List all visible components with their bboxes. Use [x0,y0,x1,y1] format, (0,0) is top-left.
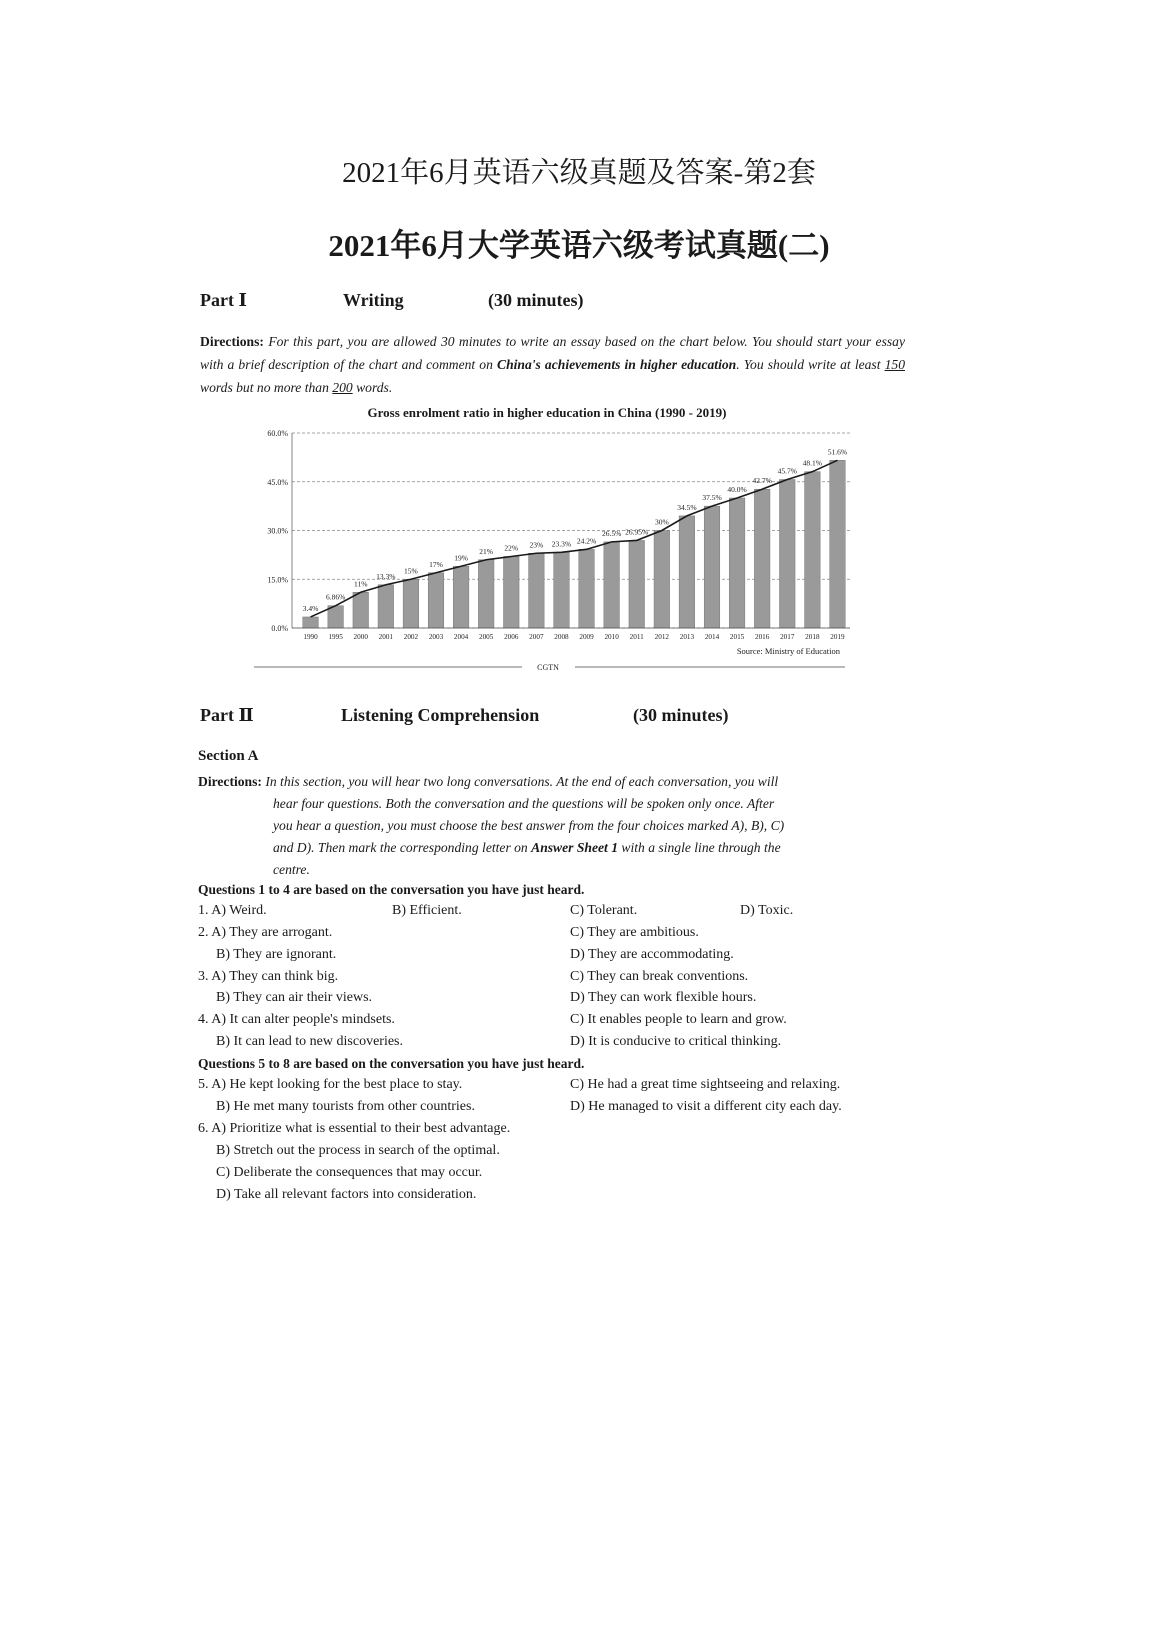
part1-directions [200,330,905,399]
option-d: D) It is conducive to critical thinking. [570,1034,782,1049]
part2-name: Listening Comprehension [341,705,540,725]
option-d: D) They can work flexible hours. [570,990,757,1005]
enrolment-chart [240,400,860,680]
data-label: 13.3% [376,571,396,581]
bar [805,472,821,628]
option-d: D) Toxic. [740,903,794,918]
directions-line: with a single line through the [618,840,781,855]
option-a: 3. A) They can think big. [198,969,339,984]
bar [478,560,494,628]
option-c: C) He had a great time sightseeing and relaxing. [570,1077,841,1092]
data-label: 19% [454,553,468,563]
x-tick-label: 2007 [529,633,544,641]
data-label: 30% [654,517,669,527]
questions-heading: Questions 5 to 8 are based on the conversation you have just heard. [198,1056,585,1071]
bar [453,566,469,628]
chart-title: Gross enrolment ratio in higher education in China (1990 - 2019) [367,405,727,420]
option-b: B) He met many tourists from other countries. [216,1099,475,1114]
option-a: 4. A) It can alter people's mindsets. [198,1012,395,1027]
data-label: 22% [504,543,519,553]
option-b: B) They can air their views. [216,990,373,1005]
part1-name: Writing [343,290,404,310]
bar [554,552,570,628]
option-c: C) It enables people to learn and grow. [570,1012,787,1027]
y-tick-label: 15.0% [267,575,288,585]
x-tick-label: 2011 [629,633,644,641]
directions-line: centre. [273,862,310,877]
section-a-heading: Section A [198,748,259,764]
option-b: B) Stretch out the process in search of the optimal. [216,1143,500,1158]
bar [704,506,720,628]
x-tick-label: 1995 [328,633,343,641]
bar [779,479,795,628]
data-label: 45.7% [777,466,797,476]
x-tick-label: 2006 [504,633,519,641]
option-a: 6. A) Prioritize what is essential to their best advantage. [198,1121,511,1136]
bar [579,549,595,628]
data-label: 26.5% [601,528,622,538]
answer-sheet-ref: Answer Sheet 1 [531,840,618,855]
part2-number: Part Ⅱ [200,705,254,725]
x-tick-label: 2017 [780,633,795,641]
bar [679,516,695,628]
min-words: 150 [884,357,905,372]
data-label: 3.4% [302,603,319,613]
x-tick-label: 2015 [729,633,745,641]
option-b: B) Efficient. [392,903,462,918]
part1-time: (30 minutes) [488,290,584,310]
bar [303,617,319,628]
bar [729,498,745,628]
x-tick-label: 2010 [604,633,619,641]
x-tick-label: 2000 [353,633,368,641]
data-label: 40.0% [727,485,747,494]
x-tick-label: 1990 [303,633,318,641]
option-c: C) They are ambitious. [570,925,699,940]
directions-text: . You should write at least [736,357,885,372]
x-tick-label: 2005 [478,633,494,641]
x-tick-label: 2004 [453,633,469,641]
directions-text: For this part, you are allowed 30 minutes to write an essay based on the chart below. You should start your essay with a brief description of the chart and comment on [200,334,905,372]
x-tick-label: 2013 [679,633,695,641]
option-d: D) He managed to visit a different city each day. [570,1099,842,1114]
data-label: 21% [479,546,494,556]
directions-line: and D). Then mark the corresponding letter on [273,840,532,855]
bar [403,579,419,628]
data-label: 26.95% [625,527,649,537]
bar [378,585,394,628]
bar [428,573,444,628]
data-label: 17% [429,559,443,569]
directions-label: Directions: [198,774,262,789]
x-tick-label: 2016 [754,633,770,641]
data-label: 15% [404,566,418,576]
y-tick-label: 60.0% [267,429,288,438]
option-b: B) It can lead to new discoveries. [216,1034,403,1049]
part1-number: Part Ⅰ [200,290,247,310]
bar [328,606,344,628]
y-tick-label: 45.0% [267,477,288,487]
x-tick-label: 2014 [704,633,720,641]
x-tick-label: 2012 [654,633,670,641]
max-words: 200 [332,380,353,395]
chart-svg [240,400,860,680]
option-c: C) Tolerant. [570,903,638,918]
bar [353,592,369,628]
part2-time: (30 minutes) [633,705,729,725]
bar [754,489,770,628]
bar [503,557,519,629]
directions-emphasis: China's achievements in higher education [497,357,737,372]
directions-text: words but no more than [200,380,333,395]
data-label: 37.5% [702,493,722,503]
data-label: 23% [529,540,544,550]
option-c: C) They can break conventions. [570,969,749,984]
data-label: 48.1% [802,458,823,468]
data-label: 42.7% [752,476,772,486]
bar [830,460,846,628]
chart-credit: CGTN [537,663,559,672]
option-d: D) Take all relevant factors into consideration. [216,1187,477,1202]
directions-line: In this section, you will hear two long conversations. At the end of each conversation, you will [261,774,779,789]
data-label: 6.86% [325,592,346,602]
directions-line: you hear a question, you must choose the best answer from the four choices marked A), B), C) [273,818,785,833]
option-d: D) They are accommodating. [570,947,734,962]
data-label: 24.2% [576,536,597,546]
exam-title: 2021年6月大学英语六级考试真题(二) [328,228,830,263]
x-tick-label: 2008 [554,633,569,641]
option-a: 1. A) Weird. [198,903,267,918]
bar [529,553,545,628]
directions-label: Directions: [200,334,264,349]
option-b: B) They are ignorant. [216,947,337,962]
option-c: C) Deliberate the consequences that may occur. [216,1165,483,1180]
x-tick-label: 2009 [579,633,594,641]
bar [654,531,670,629]
data-label: 34.5% [677,502,697,512]
directions-text: words. [352,380,393,395]
data-label: 51.6% [827,447,848,457]
option-a: 2. A) They are arrogant. [198,925,333,940]
y-tick-label: 30.0% [267,526,288,536]
x-tick-label: 2002 [403,633,419,641]
x-tick-label: 2019 [830,633,845,641]
data-label: 23.3% [551,539,572,549]
chart-source: Source: Ministry of Education [736,646,840,656]
data-label: 11% [353,579,368,589]
x-tick-label: 2003 [428,633,444,641]
bar [604,542,620,628]
option-a: 5. A) He kept looking for the best place to stay. [198,1077,463,1092]
document-title: 2021年6月英语六级真题及答案-第2套 [342,157,816,189]
y-tick-label: 0.0% [271,624,288,633]
x-tick-label: 2018 [805,633,820,641]
bar [629,540,645,628]
directions-line: hear four questions. Both the conversation and the questions will be spoken only once. After [273,796,775,811]
x-tick-label: 2001 [378,633,394,641]
questions-heading: Questions 1 to 4 are based on the conversation you have just heard. [198,882,585,897]
